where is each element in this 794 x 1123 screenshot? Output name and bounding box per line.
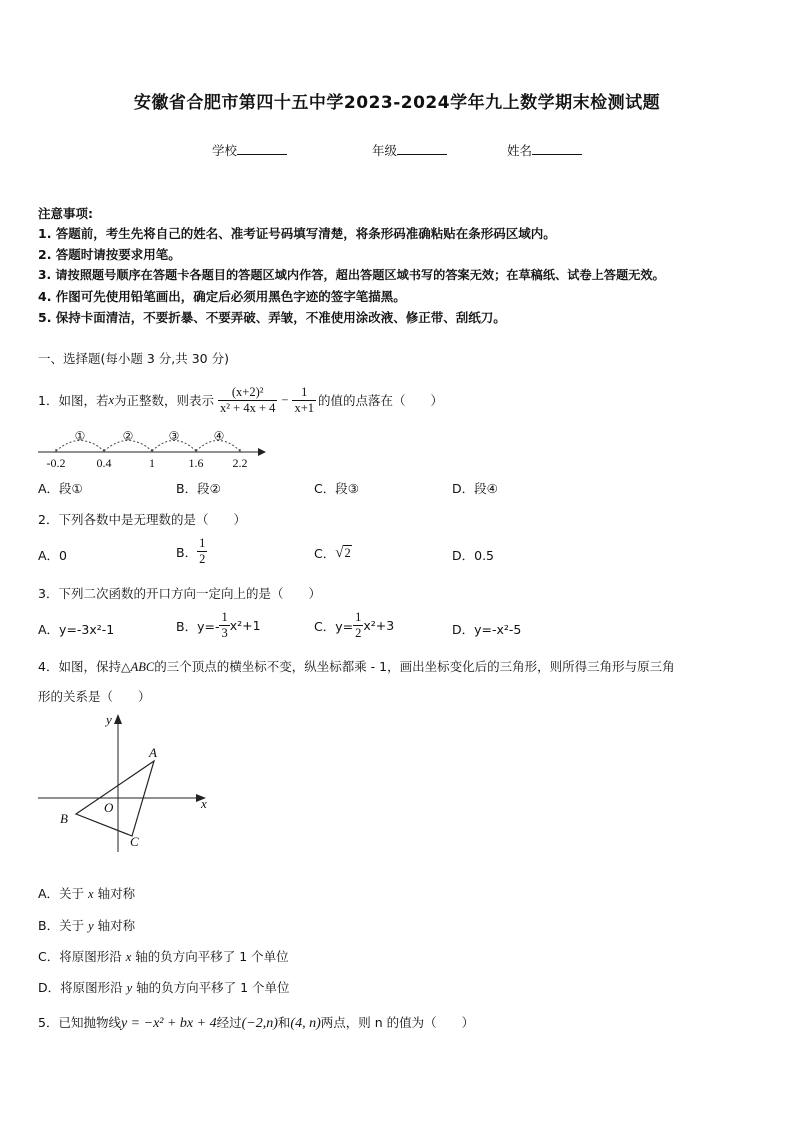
q1-option-c[interactable]: C．段③ <box>314 481 359 496</box>
q1-option-b[interactable]: B．段② <box>176 481 221 496</box>
option-text: 轴的负方向平移了 1 个单位 <box>132 980 290 995</box>
q5-point-1: (−2,n) <box>241 1016 278 1031</box>
q1-text: 1．如图，若 <box>38 393 109 408</box>
q3-option-c-rest: x²+3 <box>363 618 395 633</box>
option-var: y <box>88 919 94 933</box>
q1-fraction-1 <box>218 385 277 416</box>
segment-label: ① <box>74 429 86 443</box>
q1-frac1-denominator: x² + 4x + 4 <box>220 400 276 415</box>
option-text: 轴的负方向平移了 1 个单位 <box>131 949 289 964</box>
option-text: C．将原图形沿 <box>38 949 126 964</box>
q4-text: 4．如图，保持△ <box>38 659 131 674</box>
q2-option-c[interactable] <box>314 544 352 562</box>
q1-option-a[interactable]: A．段① <box>38 481 83 496</box>
page-title: 安徽省合肥市第四十五中学2023-2024学年九上数学期末检测试题 <box>133 93 661 113</box>
q4-option-c[interactable] <box>38 947 289 965</box>
school-field[interactable] <box>212 141 287 159</box>
option-text: 轴对称 <box>93 886 136 901</box>
notes-heading: 注意事项: <box>38 206 93 221</box>
q4-option-b[interactable] <box>38 916 135 934</box>
question-5 <box>38 1013 474 1032</box>
section-heading: 一、选择题(每小题 3 分,共 30 分) <box>38 351 229 366</box>
q1-minus: − <box>281 392 289 407</box>
q3-option-c-label: C．y= <box>314 618 354 634</box>
q1-frac2-numerator: 1 <box>292 385 316 401</box>
q4-var: ABC <box>130 660 155 674</box>
x-axis-label: x <box>201 796 207 811</box>
q4-text: 的三个顶点的横坐标不变，纵坐标都乘 - 1，画出坐标变化后的三角形，则所得三角形与原三角 <box>154 659 675 674</box>
sqrt-icon: √ <box>335 544 344 561</box>
tick-label: 1.6 <box>188 456 204 470</box>
note-item: 1. 答题前，考生先将自己的姓名、准考证号码填写清楚，将条形码准确粘贴在条形码区域内。 <box>38 226 556 241</box>
q1-var: x <box>108 392 115 407</box>
question-3: 3．下列二次函数的开口方向一定向上的是（ ） <box>38 586 321 601</box>
option-var: x <box>125 950 132 964</box>
grade-field[interactable] <box>372 141 447 159</box>
tick-label: 0.4 <box>96 456 112 470</box>
q5-text: 两点，则 n 的值为（ ） <box>320 1015 475 1030</box>
q3-option-b-fraction <box>219 610 229 641</box>
fraction-denominator: 3 <box>221 626 228 640</box>
q2-option-b[interactable] <box>176 536 207 567</box>
triangle-coordinate-figure <box>34 710 224 860</box>
tick-label: -0.2 <box>46 456 66 470</box>
vertex-a-label: A <box>149 745 157 760</box>
note-item: 2. 答题时请按要求用笔。 <box>38 247 181 262</box>
q2-option-d[interactable]: D．0.5 <box>452 548 495 563</box>
y-axis-label: y <box>106 712 112 727</box>
q5-point-2: (4, n) <box>290 1016 321 1031</box>
q3-option-b-rest: x²+1 <box>229 618 261 633</box>
school-label: 学校 <box>212 143 238 158</box>
q3-option-b-label: B．y=- <box>176 618 220 634</box>
q1-text: 为正整数，则表示 <box>114 393 215 408</box>
q3-option-c[interactable] <box>314 610 394 641</box>
q2-option-b-fraction <box>197 536 207 567</box>
q1-text: 的值的点落在（ ） <box>318 393 444 408</box>
origin-label: O <box>104 800 114 815</box>
q5-text: 和 <box>277 1015 291 1030</box>
q2-option-b-label: B． <box>176 544 198 560</box>
option-text: A．关于 <box>38 886 89 901</box>
q1-option-d[interactable]: D．段④ <box>452 481 498 496</box>
radicand: 2 <box>344 546 351 560</box>
grade-label: 年级 <box>372 143 398 158</box>
q1-frac1-numerator: (x+2)² <box>218 385 277 401</box>
tick-label: 2.2 <box>232 456 248 470</box>
vertex-b-label: B <box>60 811 68 826</box>
question-4 <box>38 657 675 675</box>
tick-label: 1 <box>149 456 155 470</box>
q5-text: 经过 <box>216 1015 242 1030</box>
option-text: 轴对称 <box>93 918 136 933</box>
option-var: x <box>88 887 94 901</box>
note-item: 3. 请按照题号顺序在答题卡各题目的答题区域内作答，超出答题区域书写的答案无效；在草稿纸、试卷上答题无效。 <box>38 268 665 282</box>
fraction-numerator: 1 <box>221 610 228 624</box>
note-item: 4. 作图可先使用铅笔画出，确定后必须用黑色字迹的签字笔描黑。 <box>38 289 406 304</box>
q4-option-d[interactable] <box>38 978 290 996</box>
q2-option-a[interactable]: A．0 <box>38 548 68 563</box>
vertex-c-label: C <box>130 834 139 849</box>
fraction-numerator: 1 <box>355 610 362 624</box>
arrow-icon <box>258 448 266 456</box>
q3-option-a[interactable]: A．y=-3x²-1 <box>38 622 115 637</box>
name-field[interactable] <box>507 141 582 159</box>
fraction-numerator: 1 <box>199 536 206 550</box>
question-1 <box>38 378 443 422</box>
fraction-denominator: 2 <box>199 552 206 566</box>
option-text: D．将原图形沿 <box>38 980 127 995</box>
question-4-cont: 形的关系是（ ） <box>38 689 151 704</box>
number-line-figure <box>36 424 268 472</box>
option-text: B．关于 <box>38 918 89 933</box>
question-2: 2．下列各数中是无理数的是（ ） <box>38 512 246 527</box>
note-item: 5. 保持卡面清洁，不要折暴、不要弄破、弄皱，不准使用涂改液、修正带、刮纸刀。 <box>38 310 506 325</box>
segment-label: ③ <box>168 429 180 443</box>
name-label: 姓名 <box>507 143 533 158</box>
q3-option-d[interactable]: D．y=-x²-5 <box>452 622 522 637</box>
segment-label: ② <box>122 429 134 443</box>
arrow-up-icon <box>114 714 122 724</box>
segment-label: ④ <box>213 429 225 443</box>
q3-option-c-fraction <box>353 610 363 641</box>
q2-option-c-label: C． <box>314 546 336 561</box>
q5-equation: y = −x² + bx + 4 <box>120 1016 217 1031</box>
q5-text: 5．已知抛物线 <box>38 1015 121 1030</box>
q1-fraction-2 <box>292 385 316 416</box>
fraction-denominator: 2 <box>355 626 362 640</box>
q1-frac2-denominator: x+1 <box>294 400 315 415</box>
q4-option-a[interactable] <box>38 884 135 902</box>
q3-option-b[interactable] <box>176 610 261 641</box>
option-var: y <box>126 981 133 995</box>
